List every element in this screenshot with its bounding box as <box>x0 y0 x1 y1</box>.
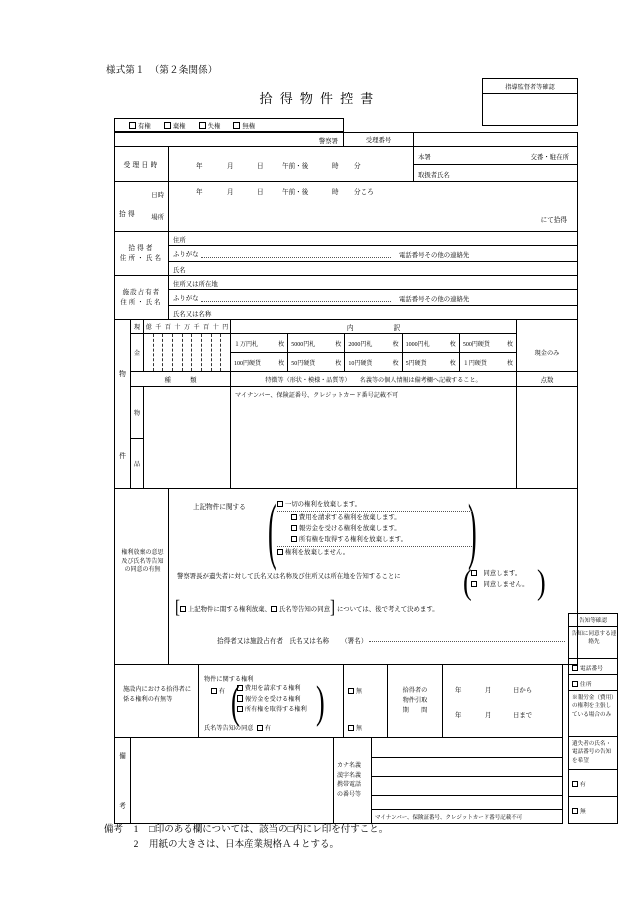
kind-entry-area[interactable] <box>144 387 231 489</box>
waiver-option-reward[interactable]: 報労金を受ける権利を放棄します。 <box>277 523 472 534</box>
finder-address-label: 住所 <box>173 237 186 244</box>
digit-entry-man[interactable] <box>183 334 193 371</box>
denom-500-yen-coin[interactable]: 500円硬貨 枚 <box>462 341 514 348</box>
reception-year: 年 <box>196 163 203 170</box>
pickup-to-year: 年 <box>455 712 462 719</box>
facility-right-reward[interactable]: 報労金を受ける権利 <box>237 695 307 706</box>
found-place-sublabel: 場所 <box>151 214 164 221</box>
denom-100-yen-coin[interactable]: 100円硬貨 枚 <box>231 353 288 371</box>
denom-5000-yen-note[interactable]: 5000円札 枚 <box>288 334 345 352</box>
found-day: 日 <box>257 189 264 196</box>
notification-note1-text: ※報労金（費用）の権利を主張している場合のみ <box>572 695 614 718</box>
digit-entry-juu1[interactable] <box>173 334 183 371</box>
digit-col-oku: 億 <box>145 325 152 331</box>
notification-answer-no[interactable] <box>568 797 618 824</box>
finder-name-label: 氏名 <box>173 267 186 274</box>
occupier-name-cell[interactable] <box>169 306 578 320</box>
defer-decision-line[interactable] <box>175 597 439 618</box>
receipt-number-value[interactable] <box>414 132 578 147</box>
defer-waiver-checkbox[interactable]: 上記物件に関する権利放棄、 <box>180 604 271 613</box>
denom-1-yen-coin[interactable]: １円硬貨 枚 <box>462 360 514 367</box>
remarks-value-row-2[interactable] <box>372 758 563 777</box>
property-outer-label-bottom: 件 <box>119 453 126 460</box>
notification-address-label: 住所 <box>579 682 592 688</box>
reception-ampm: 午前・後 <box>282 163 309 170</box>
footer-note-1-number: 1 <box>133 825 139 835</box>
occupier-label-cell <box>114 276 169 320</box>
signature-row[interactable] <box>217 635 567 645</box>
notification-answer-no-label: 無 <box>579 809 586 815</box>
digit-col-hyaku1: 百 <box>164 325 171 331</box>
facility-section-label-cell <box>114 665 199 738</box>
breakdown-header <box>231 320 517 334</box>
waiver-option-all[interactable]: 一切の権利を放棄します。 <box>277 499 472 512</box>
facility-rights-brace-left: ( <box>231 676 240 728</box>
amount-digit-entry[interactable] <box>144 334 231 372</box>
cash-only-cell <box>517 320 578 372</box>
kind-header-label: 種 類 <box>164 376 197 384</box>
facility-no-column[interactable] <box>344 665 388 738</box>
facility-rights-title: 物件に関する権利 <box>204 676 254 683</box>
pickup-to-day: 日まで <box>513 712 533 719</box>
digit-col-juu2: 十 <box>212 325 219 331</box>
pickup-from-day: 日から <box>513 687 533 694</box>
facility-right-ownership[interactable]: 所有権を取得する権利 <box>237 705 307 716</box>
main-station-cell[interactable] <box>414 147 578 165</box>
features-header-label: 特徴等（形状・模様・品質等） 名義等の個人情報は備考欄へ記載すること。 <box>265 377 482 384</box>
notification-answer-yes[interactable] <box>568 770 618 797</box>
found-ampm: 午前・後 <box>282 189 309 196</box>
property-outer-label-top: 物 <box>119 371 126 378</box>
found-month: 月 <box>227 189 234 196</box>
digit-entry-sen2[interactable] <box>192 334 202 371</box>
kind-header-cell <box>131 372 231 387</box>
form-number: 様式第１ （第２条関係） <box>106 66 218 76</box>
reception-datetime-label-cell <box>114 147 169 182</box>
reception-minute: 分 <box>354 163 361 170</box>
found-label-cell <box>114 182 169 232</box>
footer-note-1-text: □印のある欄については、該当の□内にレ印を付すこと。 <box>149 825 389 835</box>
digit-entry-juu2[interactable] <box>212 334 222 371</box>
notification-answer-yes-label: 有 <box>579 782 586 788</box>
checkbox-muken[interactable]: 無権 <box>233 121 255 130</box>
koban-label: 交番・駐在所 <box>530 154 569 161</box>
reception-day: 日 <box>257 163 264 170</box>
rights-status-row <box>114 118 344 132</box>
goods-label-cell <box>131 439 144 489</box>
notification-note2-cell <box>568 737 618 770</box>
reception-month: 月 <box>227 163 234 170</box>
footer-note-2 <box>104 838 388 853</box>
digit-col-sen2: 千 <box>193 325 200 331</box>
digit-entry-en[interactable] <box>221 334 230 371</box>
waiver-brace-right: ) <box>468 489 477 572</box>
consent-options[interactable] <box>471 568 529 590</box>
denominations-row-2[interactable] <box>231 353 517 372</box>
denom-5-yen-coin[interactable]: 5円硬貨 枚 <box>403 353 460 371</box>
features-entry-area[interactable] <box>231 387 517 489</box>
main-station-label: 本署 <box>418 154 431 161</box>
facility-section-label: 施設内における拾得者に係る権利の有無等 <box>123 686 192 703</box>
digit-entry-hyaku2[interactable] <box>202 334 212 371</box>
handler-name-label: 取扱者氏名 <box>418 172 450 179</box>
notification-phone-option[interactable] <box>568 659 618 675</box>
remarks-number-label: の番号等 <box>337 792 362 799</box>
digit-entry-hyaku1[interactable] <box>163 334 173 371</box>
notification-header-label: 告知等確認 <box>579 618 607 624</box>
facility-rights-brace-right: ) <box>316 676 325 728</box>
remarks-label-cell <box>114 738 131 824</box>
facility-name-disclosure-no[interactable]: 無 <box>348 723 362 732</box>
footer-note-2-text: 用紙の大きさは、日本産業規格Ａ４とする。 <box>149 839 340 850</box>
pickup-period-label-cell <box>388 665 443 738</box>
waiver-lead-text: 上記物件に関する <box>193 504 246 511</box>
found-year: 年 <box>196 189 203 196</box>
notification-note1-cell <box>568 691 618 737</box>
pickup-to-month: 月 <box>485 712 492 719</box>
property-outer-label <box>114 320 131 489</box>
occupier-address-cell[interactable] <box>169 276 578 290</box>
digit-col-man: 万 <box>184 325 191 331</box>
remarks-warning-cell <box>372 810 563 824</box>
facility-rights-cell[interactable] <box>199 665 344 738</box>
pickup-period-label: 拾得者の 物件引取 期 間 <box>402 687 428 714</box>
digit-entry-sen1[interactable] <box>154 334 164 371</box>
supervisor-confirmation-box[interactable] <box>482 78 578 126</box>
cash-label-cell <box>131 320 144 334</box>
amount-digit-header <box>144 320 231 334</box>
pickup-period-fields[interactable] <box>443 665 563 738</box>
police-station-cell[interactable] <box>114 132 344 147</box>
receipt-number-cell[interactable] <box>344 132 414 147</box>
checkbox-shikken[interactable]: 失権 <box>199 121 221 130</box>
amount-digit-cells <box>144 320 230 333</box>
page-title: 拾得物件控書 <box>259 91 381 106</box>
signature-hint: （署名） <box>341 638 368 645</box>
denom-2000-yen-note[interactable]: 2000円札 枚 <box>345 334 402 352</box>
found-at-place-label: にて拾得 <box>540 217 567 224</box>
defer-brace-left: [ <box>175 597 180 618</box>
consent-brace-left: ( <box>463 562 472 602</box>
finder-contact-label: 電話番号その他の連絡先 <box>399 252 470 259</box>
cash-label: 現 <box>133 324 141 331</box>
pickup-from-month: 月 <box>485 687 492 694</box>
property-warning-text: マイナンバー、保険証番号、クレジットカード番号記載不可 <box>235 393 399 399</box>
remarks-value-row-3[interactable] <box>372 777 563 796</box>
occupier-furigana-field[interactable] <box>173 290 393 305</box>
finder-furigana-label: ふりがな <box>173 251 199 258</box>
money-label-cell <box>131 334 144 372</box>
facility-name-disclosure-label: 氏名等告知の同意 <box>204 725 254 732</box>
finder-address-cell[interactable] <box>169 232 578 246</box>
remarks-kana-name-label: カナ名義 <box>337 763 362 769</box>
digit-entry-oku[interactable] <box>144 334 154 371</box>
footer-notes <box>104 823 388 852</box>
denom-10000-yen-note[interactable]: １万円札 枚 <box>231 334 288 352</box>
waiver-section-body <box>169 489 578 665</box>
found-datetime-sublabel: 日時 <box>151 192 164 199</box>
receipt-number-label: 受理番号 <box>365 137 392 144</box>
finder-furigana-field[interactable] <box>173 246 393 261</box>
object-label: 物 <box>133 410 141 417</box>
waiver-section-label: 権利放棄の意思及び氏名等告知の同意の有無 <box>121 550 164 574</box>
police-station-label: 警察署 <box>318 138 338 145</box>
digit-col-juu1: 十 <box>174 325 181 331</box>
denom-50-yen-coin[interactable]: 50円硬貨 枚 <box>288 353 345 371</box>
footer-notes-title: 備考 <box>104 825 124 835</box>
handler-name-cell[interactable] <box>414 165 578 182</box>
found-datetime-place-fields[interactable] <box>169 182 578 232</box>
waiver-option-cost[interactable]: 費用を請求する権利を放棄します。 <box>277 512 472 523</box>
denom-1000-yen-note[interactable]: 1000円札 枚 <box>403 334 460 352</box>
facility-name-disclosure-yes[interactable]: 有 <box>257 723 271 732</box>
money-label: 金 <box>133 350 141 357</box>
count-header-label: 点数 <box>540 376 554 384</box>
notification-note2-text: 遺失者の氏名・電話番号の告知を希望 <box>572 741 612 764</box>
finder-furigana-input[interactable] <box>201 256 391 258</box>
remarks-value-row-1[interactable] <box>372 738 563 758</box>
disclosure-consent-text: 警察署長が遺失者に対して氏名又は名称及び住所又は所在地を告知することに <box>177 573 401 580</box>
breakdown-header-text: 内 訳 <box>346 324 401 332</box>
defer-brace-right: ] <box>329 597 335 618</box>
facility-right-cost[interactable]: 費用を請求する権利 <box>237 684 307 695</box>
notification-contact-title: 告知に同意する連絡先 <box>571 631 617 646</box>
reception-datetime-fields[interactable] <box>169 147 414 182</box>
pickup-from-year: 年 <box>455 687 462 694</box>
facility-rights-yes[interactable]: 有 <box>211 686 225 695</box>
remarks-entry-area[interactable] <box>131 738 334 824</box>
remarks-field-labels <box>334 738 372 824</box>
found-label: 拾得 <box>119 211 137 218</box>
finder-label-cell <box>114 232 169 276</box>
checkbox-uken[interactable]: 有権 <box>129 121 151 130</box>
occupier-contact-label: 電話番号その他の連絡先 <box>399 296 470 303</box>
facility-rights-items[interactable] <box>237 684 307 716</box>
notification-phone-label: 電話番号 <box>579 666 604 672</box>
goods-label: 品 <box>133 461 141 468</box>
remarks-field-label-list <box>337 762 361 801</box>
features-header-cell <box>231 372 517 387</box>
notification-contact-title-cell <box>568 627 618 659</box>
found-hour: 時 <box>332 189 339 196</box>
consent-no-option[interactable]: 同意しません。 <box>471 579 529 590</box>
occupier-name-label: 氏名又は名称 <box>173 311 212 318</box>
occupier-furigana-label: ふりがな <box>173 295 199 302</box>
waiver-options[interactable] <box>277 499 472 558</box>
cash-only-label: 現金のみ <box>534 350 560 357</box>
occupier-address-label: 住所又は所在地 <box>173 281 218 288</box>
waiver-section-label-cell <box>114 489 169 665</box>
remarks-warning-text: マイナンバー、保険証番号、クレジットカード番号記載不可 <box>375 815 523 821</box>
remarks-value-row-4[interactable] <box>372 796 563 810</box>
occupier-label: 施設占有者 住所・氏名 <box>120 288 163 306</box>
defer-suffix-text: については、後で考えて決めます。 <box>336 606 439 613</box>
notification-header-cell <box>568 613 618 627</box>
denominations-row-1[interactable] <box>231 334 517 353</box>
checkbox-kiken[interactable]: 棄権 <box>164 121 186 130</box>
remarks-mobile-label: 携帯電話 <box>337 782 362 789</box>
supervisor-confirmation-label: 指導監督者等確認 <box>483 79 577 94</box>
rights-status-checkboxes[interactable] <box>129 119 255 131</box>
finder-label: 拾得者 住所・氏名 <box>119 244 164 262</box>
occupier-furigana-cell[interactable] <box>169 290 578 306</box>
digit-col-hyaku2: 百 <box>203 325 210 331</box>
reception-datetime-label: 受理日時 <box>123 162 160 169</box>
waiver-option-none[interactable]: 権利を放棄しません。 <box>277 547 472 558</box>
reception-hour: 時 <box>332 163 339 170</box>
remarks-kanji-name-label: 漢字名義 <box>337 772 362 779</box>
facility-rights-no[interactable]: 無 <box>348 686 362 695</box>
digit-col-sen1: 千 <box>155 325 162 331</box>
footer-note-1 <box>104 823 388 838</box>
object-label-cell <box>131 387 144 439</box>
finder-furigana-cell[interactable] <box>169 246 578 262</box>
consent-brace-right: ) <box>537 562 546 602</box>
finder-name-cell[interactable] <box>169 262 578 276</box>
waiver-option-ownership[interactable]: 所有権を取得する権利を放棄します。 <box>277 534 472 547</box>
notification-address-option[interactable] <box>568 675 618 691</box>
signature-label: 拾得者又は施設占有者 氏名又は名称 <box>217 638 330 645</box>
occupier-furigana-input[interactable] <box>201 300 391 302</box>
signature-input[interactable] <box>369 640 565 642</box>
digit-col-en: 円 <box>222 325 229 331</box>
found-minute-approx: 分ころ <box>354 189 374 196</box>
footer-note-2-number: 2 <box>133 839 139 850</box>
remarks-label-top: 備 <box>119 753 126 760</box>
count-header-cell <box>517 372 578 387</box>
waiver-brace-left: ( <box>268 489 277 572</box>
denom-10-yen-coin[interactable]: 10円硬貨 枚 <box>345 353 402 371</box>
consent-yes-option[interactable]: 同意します。 <box>471 568 529 579</box>
remarks-label-bottom: 考 <box>119 803 126 810</box>
count-entry-area[interactable] <box>517 387 578 489</box>
defer-disclosure-checkbox[interactable]: 氏名等告知の同意 <box>271 604 330 613</box>
